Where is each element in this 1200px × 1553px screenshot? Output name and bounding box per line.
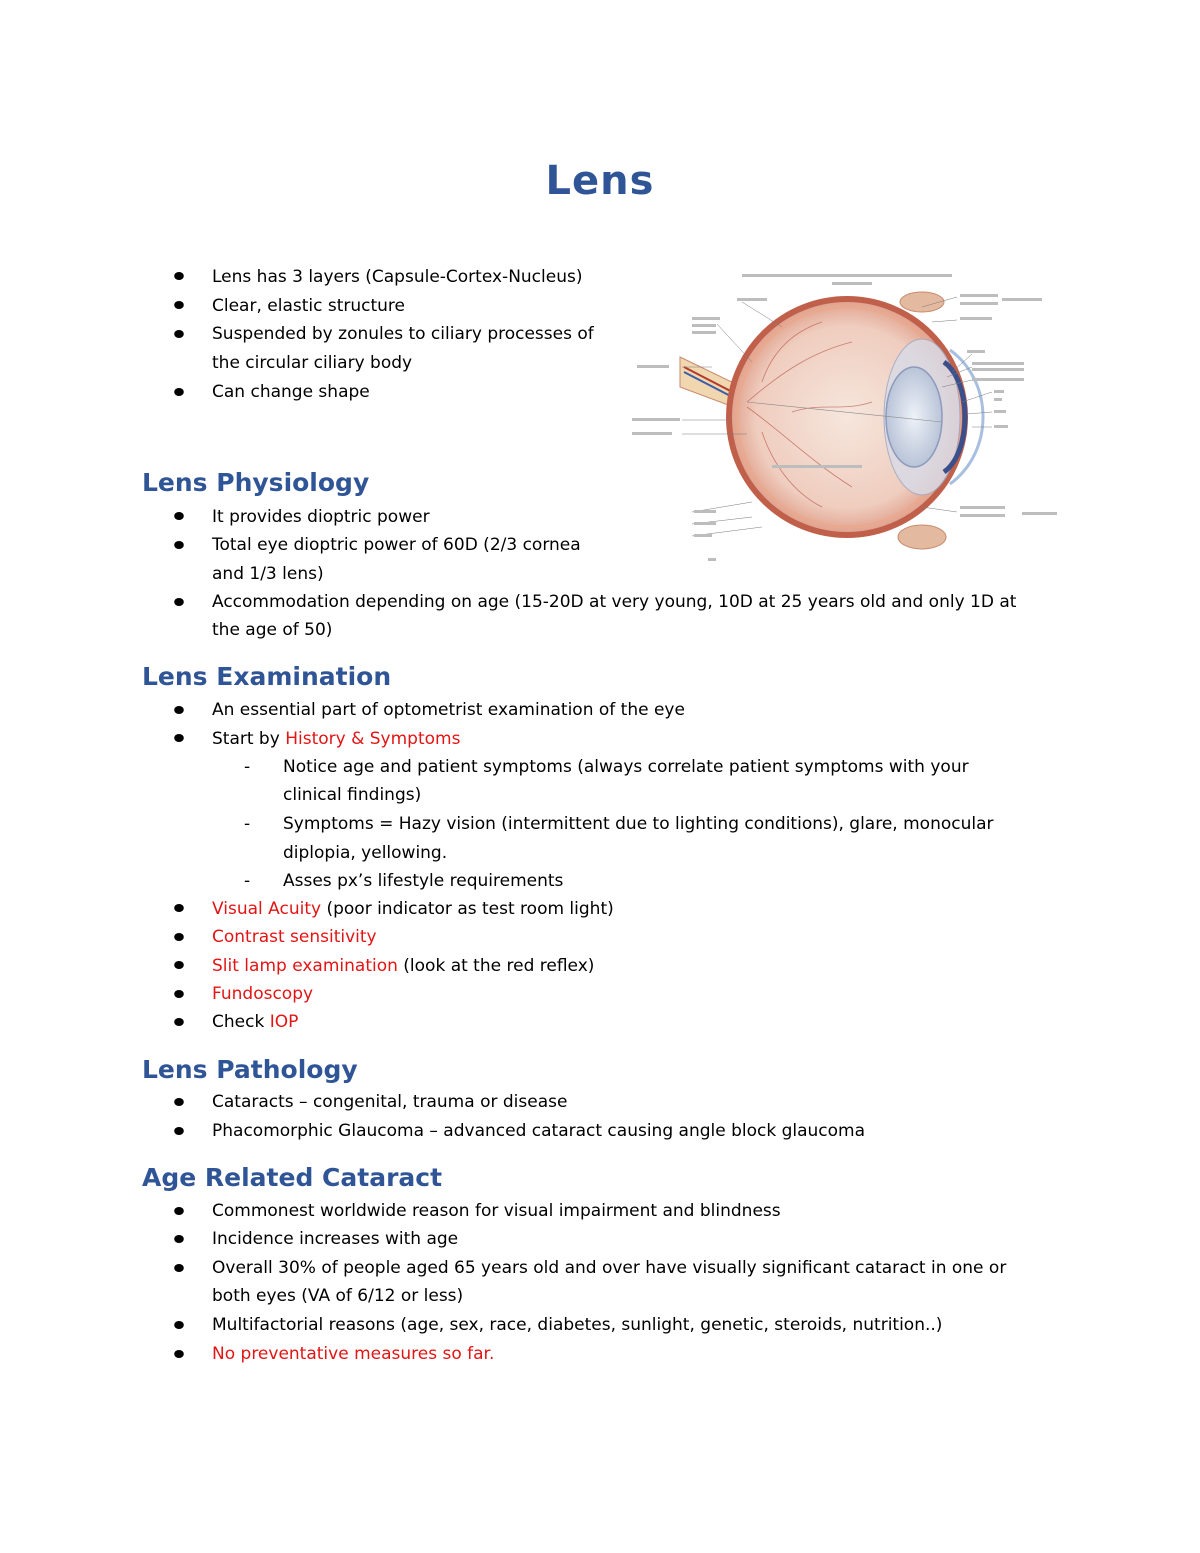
bullet-icon (174, 1207, 184, 1215)
fundoscopy-highlight: Fundoscopy (212, 984, 314, 1004)
physiology-item: Total eye dioptric power of 60D (2/3 cornea (212, 535, 581, 555)
bullet-icon (174, 734, 184, 742)
bullet-icon (174, 1321, 184, 1329)
examination-subitem: Symptoms = Hazy vision (intermittent due to lighting conditions), glare, monocular (283, 814, 994, 834)
iop-highlight: IOP (269, 1012, 299, 1032)
physiology-item-continued: the age of 50) (212, 620, 333, 640)
bullet-icon (174, 330, 184, 338)
bullet-icon (174, 1350, 184, 1358)
history-symptoms-highlight: History & Symptoms (285, 729, 461, 749)
intro-item: Clear, elastic structure (212, 296, 406, 316)
page-title: Lens (545, 158, 655, 204)
physiology-item: It provides dioptric power (212, 507, 430, 527)
visual-acuity-note: (poor indicator as test room light) (321, 899, 614, 919)
pathology-item: Phacomorphic Glaucoma – advanced cataract causing angle block glaucoma (212, 1121, 866, 1141)
examination-subitem: Asses px’s lifestyle requirements (283, 871, 564, 891)
examination-subitem-continued: diplopia, yellowing. (283, 843, 448, 863)
cataract-item-continued: both eyes (VA of 6/12 or less) (212, 1286, 464, 1306)
section-heading-examination: Lens Examination (142, 662, 392, 691)
bullet-icon (174, 706, 184, 714)
examination-item-start (212, 727, 460, 751)
dash-icon: - (244, 814, 251, 834)
examination-subitem-continued: clinical findings) (283, 785, 422, 805)
physiology-item: Accommodation depending on age (15-20D at very young, 10D at 25 years old and only 1D at (212, 592, 1017, 612)
bullet-icon (174, 1127, 184, 1135)
bullet-icon (174, 301, 184, 309)
intro-item: Can change shape (212, 382, 370, 402)
bullet-icon (174, 388, 184, 396)
no-preventative-highlight: No preventative measures so far. (212, 1344, 495, 1364)
dash-icon: - (244, 757, 251, 777)
intro-item: Lens has 3 layers (Capsule-Cortex-Nucleus) (212, 267, 583, 287)
bullet-icon (174, 904, 184, 912)
bullet-icon (174, 1264, 184, 1272)
cataract-item: Commonest worldwide reason for visual impairment and blindness (212, 1201, 781, 1221)
bullet-icon (174, 1018, 184, 1026)
section-heading-physiology: Lens Physiology (142, 468, 370, 497)
bullet-icon (174, 541, 184, 549)
bullet-icon (174, 512, 184, 520)
visual-acuity-highlight: Visual Acuity (212, 899, 322, 919)
bullet-icon (174, 598, 184, 606)
slit-lamp-highlight: Slit lamp examination (212, 956, 398, 976)
examination-subitem: Notice age and patient symptoms (always correlate patient symptoms with your (283, 757, 969, 777)
dash-icon: - (244, 871, 251, 891)
eye-anatomy-figure (622, 262, 1062, 572)
section-heading-pathology: Lens Pathology (142, 1055, 358, 1084)
start-prefix: Start by (212, 729, 286, 749)
check-prefix: Check (212, 1012, 270, 1032)
pathology-item: Cataracts – congenital, trauma or disease (212, 1092, 568, 1112)
bullet-icon (174, 272, 184, 280)
intro-item: Suspended by zonules to ciliary processes of (212, 324, 594, 344)
bullet-icon (174, 933, 184, 941)
examination-item: An essential part of optometrist examination of the eye (212, 700, 685, 720)
bullet-icon (174, 1098, 184, 1106)
bullet-icon (174, 961, 184, 969)
cataract-item: Incidence increases with age (212, 1229, 459, 1249)
section-heading-cataract: Age Related Cataract (142, 1163, 443, 1192)
examination-item-slit-lamp (212, 954, 594, 978)
slit-lamp-note: (look at the red reflex) (397, 956, 595, 976)
contrast-sensitivity-highlight: Contrast sensitivity (212, 927, 377, 947)
examination-item-iop (212, 1010, 298, 1034)
intro-item-continued: the circular ciliary body (212, 353, 413, 373)
cataract-item: Overall 30% of people aged 65 years old and over have visually significant cataract in one or (212, 1258, 1007, 1278)
bullet-icon (174, 990, 184, 998)
examination-item-va (212, 897, 614, 921)
physiology-item-continued: and 1/3 lens) (212, 564, 324, 584)
cataract-item: Multifactorial reasons (age, sex, race, diabetes, sunlight, genetic, steroids, nutrition..) (212, 1315, 943, 1335)
bullet-icon (174, 1235, 184, 1243)
